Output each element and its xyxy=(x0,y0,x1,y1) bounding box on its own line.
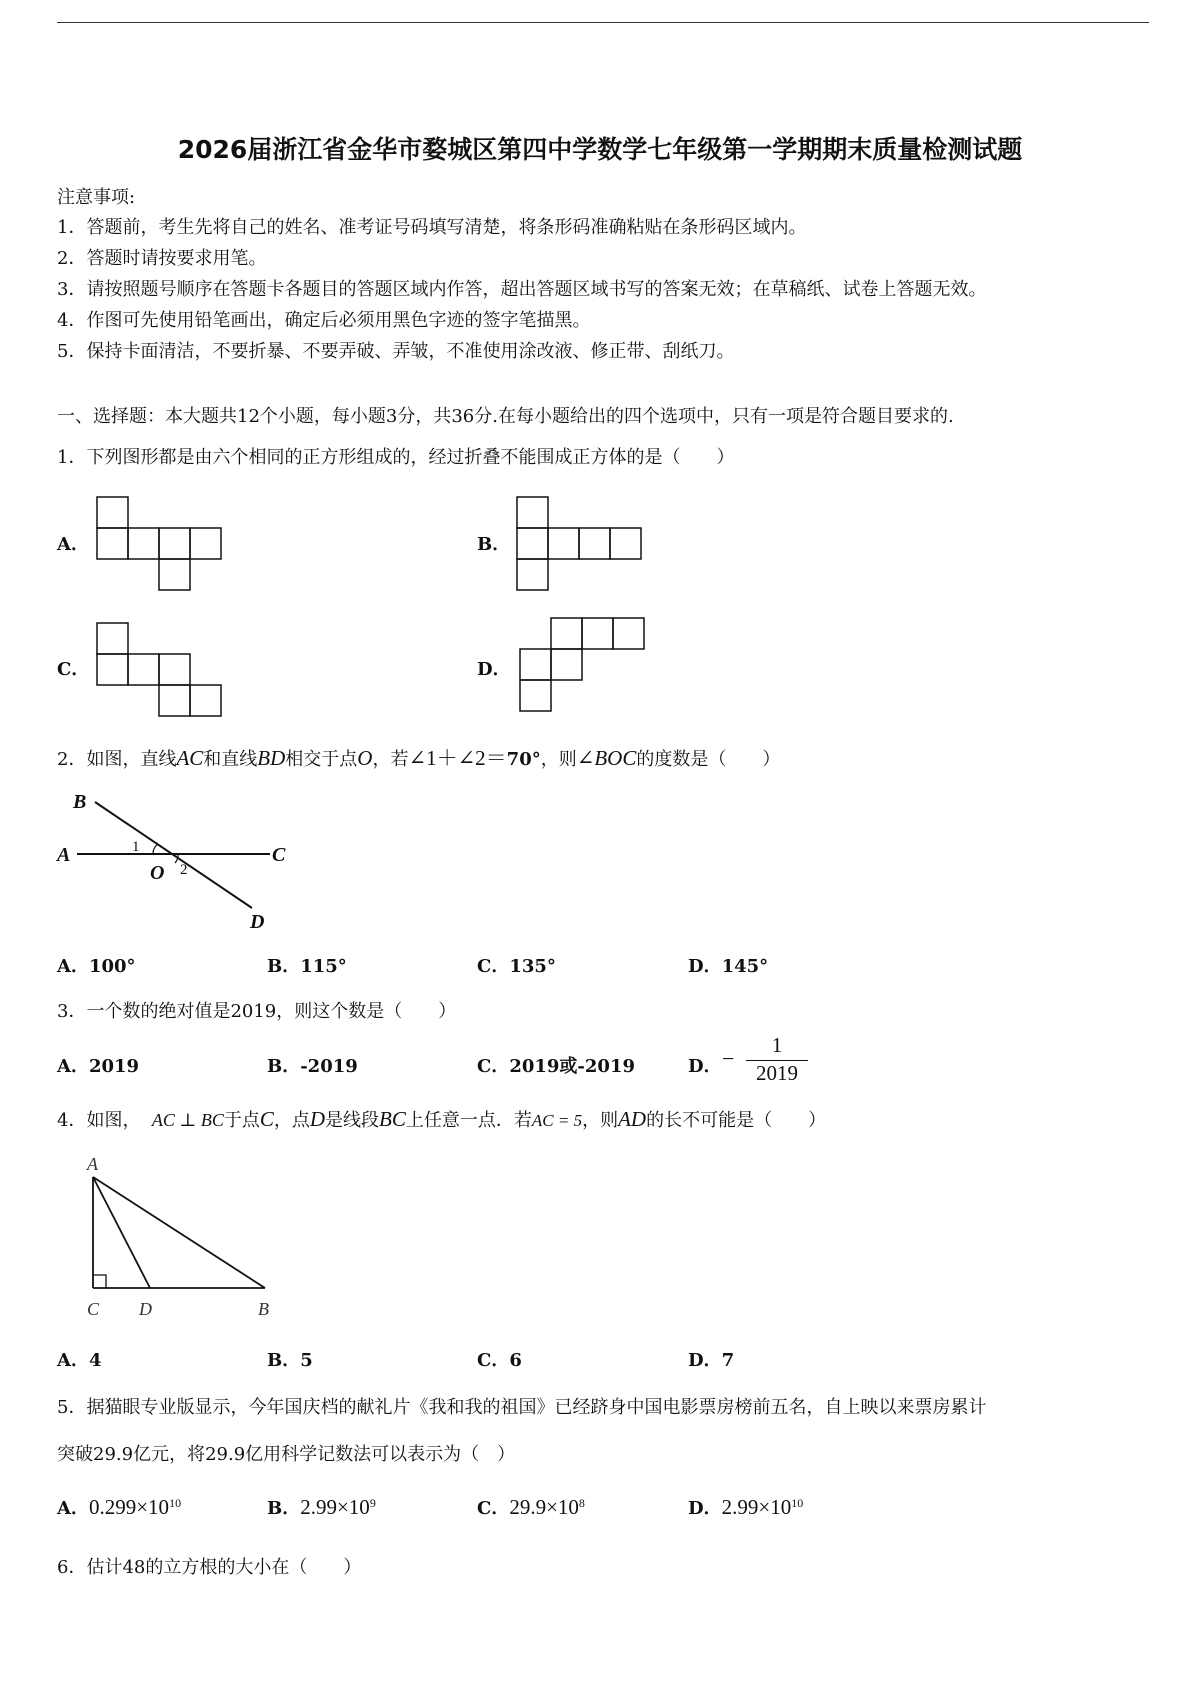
q2-text-4: ，若 xyxy=(372,749,409,770)
q1-net-b xyxy=(516,496,646,591)
q3-option-d-label: D． xyxy=(688,1056,722,1077)
q2-label-a: A xyxy=(57,844,71,866)
q5-stem-line-2: 突破29.9亿元，将29.9亿用科学记数法可以表示为（ ） xyxy=(57,1444,516,1465)
q3-option-a: A．2019 xyxy=(57,1056,140,1077)
q5-option-c xyxy=(477,1494,585,1520)
q2-label-1: 1 xyxy=(132,839,140,855)
q1-net-c xyxy=(96,622,226,717)
q2-stem xyxy=(57,742,780,772)
q4-text-5: 上任意一点．若 xyxy=(405,1110,532,1131)
header-rule xyxy=(57,22,1149,23)
q5-option-a-label: A． xyxy=(57,1498,89,1519)
q2-condition: ∠1＋∠2＝ xyxy=(408,746,507,770)
q4-point-c: C xyxy=(259,1107,274,1131)
q4-figure xyxy=(75,1155,295,1325)
q4-option-d: D．7 xyxy=(688,1350,735,1371)
q4-label-b: B xyxy=(258,1299,269,1319)
q4-condition: AC ⊥ BC xyxy=(151,1110,224,1130)
q4-option-a: A．4 xyxy=(57,1350,102,1371)
q4-side-ab xyxy=(93,1177,265,1288)
q4-stem xyxy=(57,1106,826,1132)
q2-option-d: D．145° xyxy=(688,956,769,977)
q1-net-d xyxy=(519,617,649,717)
q4-segment-ad: AD xyxy=(618,1107,647,1131)
q5-option-b xyxy=(267,1494,376,1520)
q2-line-bd: BD xyxy=(257,746,286,770)
q2-label-d: D xyxy=(250,911,265,930)
q2-angle-1-arc xyxy=(153,844,158,854)
q2-text-6: 的度数是（ ） xyxy=(636,749,781,770)
q2-line-ac: AC xyxy=(176,746,204,770)
notice-item-4: 4．作图可先使用铅笔画出，确定后必须用黑色字迹的签字笔描黑。 xyxy=(57,310,591,331)
q2-text-3: 相交于点 xyxy=(285,749,358,770)
q5-option-d-label: D． xyxy=(688,1498,722,1519)
q4-point-d: D xyxy=(309,1107,326,1131)
q3-option-d-numerator: 1 xyxy=(771,1033,783,1057)
q5-option-b-base: 2.99×10 xyxy=(300,1495,370,1519)
q4-label-a: A xyxy=(87,1155,98,1174)
q2-text-2: 和直线 xyxy=(203,749,258,770)
q5-option-d-exp: 10 xyxy=(791,1496,804,1510)
q4-text-7: 的长不可能是（ ） xyxy=(646,1110,827,1131)
q4-option-b: B．5 xyxy=(267,1350,313,1371)
q2-point-o: O xyxy=(357,746,373,770)
q5-option-c-base: 29.9×10 xyxy=(509,1495,579,1519)
notice-item-2: 2．答题时请按要求用笔。 xyxy=(57,248,267,269)
q5-option-c-label: C． xyxy=(477,1498,510,1519)
q3-option-b: B．-2019 xyxy=(267,1056,358,1077)
notice-heading: 注意事项: xyxy=(57,187,136,208)
q1-stem: 1．下列图形都是由六个相同的正方形组成的，经过折叠不能围成正方体的是（ ） xyxy=(57,447,735,468)
q4-segment-bc: BC xyxy=(379,1107,406,1131)
q5-option-a-base: 0.299×10 xyxy=(88,1495,170,1519)
q4-right-angle-mark xyxy=(93,1275,106,1288)
q3-stem: 3．一个数的绝对值是2019，则这个数是（ ） xyxy=(57,1001,457,1022)
q5-option-b-label: B． xyxy=(267,1498,301,1519)
notice-item-3: 3．请按照题号顺序在答题卡各题目的答题区域内作答，超出答题区域书写的答案无效；在草稿纸、试卷上答题无效。 xyxy=(57,279,987,300)
q3-option-c: C．2019或-2019 xyxy=(477,1056,635,1077)
q5-option-d-base: 2.99×10 xyxy=(721,1495,792,1519)
q4-text-4: 是线段 xyxy=(325,1110,380,1131)
q4-text-2: 于点 xyxy=(223,1110,260,1131)
q4-option-c: C．6 xyxy=(477,1350,522,1371)
q4-label-c: C xyxy=(87,1299,100,1319)
q2-option-a: A．100° xyxy=(57,956,136,977)
q4-text-6: ，则 xyxy=(582,1110,619,1131)
q5-option-a xyxy=(57,1494,181,1520)
q1-option-d-label: D． xyxy=(477,659,511,680)
q3-option-d-sign: − xyxy=(722,1046,735,1071)
q4-label-d: D xyxy=(139,1299,152,1319)
exam-title: 2026届浙江省金华市婺城区第四中学数学七年级第一学期期末质量检测试题 xyxy=(177,135,1023,164)
q2-angle-boc: ∠BOC xyxy=(576,746,637,770)
q2-label-c: C xyxy=(272,844,286,866)
q2-option-b: B．115° xyxy=(267,956,347,977)
q2-label-b: B xyxy=(73,791,87,813)
q2-figure xyxy=(55,790,295,930)
q1-option-a-label: A． xyxy=(57,534,89,555)
notice-item-1: 1．答题前，考生先将自己的姓名、准考证号码填写清楚，将条形码准确粘贴在条形码区域内。 xyxy=(57,217,807,238)
q1-net-a xyxy=(96,496,226,591)
q2-text-5: ，则 xyxy=(540,749,577,770)
q1-option-b-label: B． xyxy=(477,534,511,555)
q5-option-d xyxy=(688,1494,803,1520)
q2-condition-value: 70° xyxy=(506,749,541,770)
q2-text-1: 2．如图，直线 xyxy=(57,749,177,770)
q3-option-d-fraction xyxy=(742,1033,812,1086)
q4-ac-value: AC = 5 xyxy=(531,1111,583,1130)
q3-option-d-denominator: 2019 xyxy=(756,1061,798,1085)
q4-text-3: ，点 xyxy=(273,1110,310,1131)
q4-segment-ad-shape xyxy=(93,1177,150,1288)
q2-label-o: O xyxy=(150,862,165,884)
q5-option-b-exp: 9 xyxy=(369,1496,376,1510)
q4-text-1: 4．如图， xyxy=(57,1110,141,1131)
section-heading: 一、选择题：本大题共12个小题，每小题3分，共36分.在每小题给出的四个选项中，只有一项是符合题目要求的. xyxy=(57,406,954,427)
q1-option-c-label: C． xyxy=(57,659,90,680)
notice-item-5: 5．保持卡面清洁，不要折暴、不要弄破、弄皱，不准使用涂改液、修正带、刮纸刀。 xyxy=(57,341,735,362)
q2-label-2: 2 xyxy=(180,862,188,878)
q5-option-a-exp: 10 xyxy=(169,1496,182,1510)
q5-option-c-exp: 8 xyxy=(578,1496,585,1510)
q2-option-c: C．135° xyxy=(477,956,556,977)
q6-stem: 6．估计48的立方根的大小在（ ） xyxy=(57,1557,362,1578)
q5-stem-line-1: 5．据猫眼专业版显示，今年国庆档的献礼片《我和我的祖国》已经跻身中国电影票房榜前五名，自上映以来票房累计 xyxy=(57,1397,987,1418)
